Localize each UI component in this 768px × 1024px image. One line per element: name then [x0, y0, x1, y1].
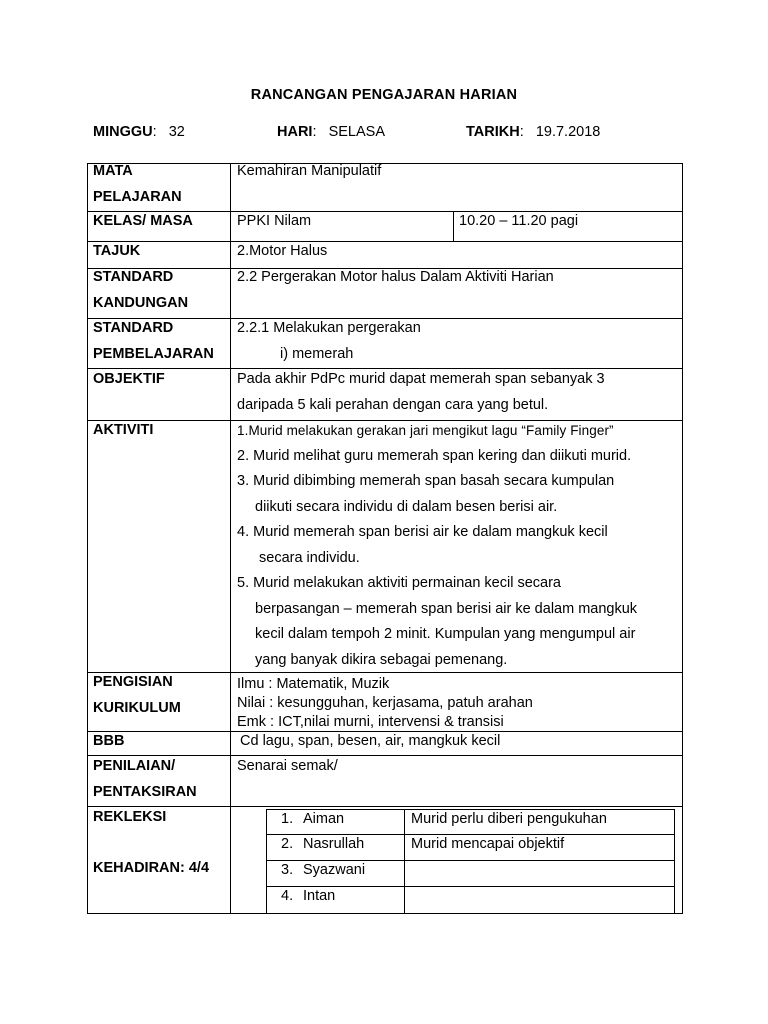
student-name: Intan: [303, 888, 336, 904]
hari-label: HARI: [277, 124, 313, 140]
student-note: Murid perlu diberi pengukuhan: [411, 811, 607, 827]
mata-pelajaran-value: Kemahiran Manipulatif: [237, 163, 382, 179]
student-number: 4.: [281, 888, 294, 904]
page-title: RANCANGAN PENGAJARAN HARIAN: [250, 87, 518, 103]
aktiviti-line: secara individu.: [259, 549, 360, 566]
student-number: 3.: [281, 862, 294, 878]
minggu-label: MINGGU: [93, 124, 153, 140]
tarikh-field: TARIKH: 19.7.2018: [466, 124, 601, 140]
student-note: Murid mencapai objektif: [411, 836, 565, 852]
bbb-label: BBB: [93, 733, 125, 749]
kelas-masa-label: KELAS/ MASA: [93, 213, 193, 229]
aktiviti-line: kecil dalam tempoh 2 minit. Kumpulan yang mengumpul air: [255, 626, 636, 642]
aktiviti-label: AKTIVITI: [93, 422, 154, 438]
standard-kandungan-label: STANDARD KANDUNGAN: [93, 269, 189, 311]
aktiviti-list: [237, 418, 637, 673]
bbb-value: Cd lagu, span, besen, air, mangkuk kecil: [240, 733, 501, 749]
objektif-value: Pada akhir PdPc murid dapat memerah span sebanyak 3 daripada 5 kali perahan dengan cara yang betul.: [237, 371, 605, 413]
aktiviti-line: yang banyak dikira sebagai pemenang.: [255, 651, 508, 668]
minggu-field: MINGGU: 32: [93, 124, 185, 140]
student-number: 1.: [281, 811, 294, 827]
standard-pembelajaran-label: STANDARD PEMBELAJARAN: [93, 320, 214, 362]
pengisian-kurikulum-value: Ilmu : Matematik, Muzik Nilai : kesungguhan, kerjasama, patuh arahan Emk : ICT,nilai murni, intervensi & transisi: [237, 676, 533, 730]
objektif-label: OBJEKTIF: [93, 371, 165, 387]
penilaian-label: PENILAIAN/ PENTAKSIRAN: [93, 758, 197, 800]
pengisian-kurikulum-label: PENGISIAN KURIKULUM: [93, 674, 181, 716]
aktiviti-line: diikuti secara individu di dalam besen berisi air.: [255, 498, 558, 515]
refleksi-label: REKLEKSI: [93, 809, 167, 825]
student-name: Nasrullah: [303, 836, 365, 852]
tajuk-value: 2.Motor Halus: [237, 243, 328, 259]
aktiviti-line: 5. Murid melakukan aktiviti permainan kecil secara: [237, 575, 561, 591]
aktiviti-line: 3. Murid dibimbing memerah span basah secara kumpulan: [237, 473, 615, 489]
masa-value: 10.20 – 11.20 pagi: [459, 213, 579, 229]
penilaian-value: Senarai semak/: [237, 758, 338, 774]
tajuk-label: TAJUK: [93, 243, 141, 259]
standard-kandungan-value: 2.2 Pergerakan Motor halus Dalam Aktiviti Harian: [237, 269, 554, 285]
hari-value: SELASA: [328, 124, 385, 140]
mata-pelajaran-label: MATA PELAJARAN: [93, 163, 182, 205]
aktiviti-line: berpasangan – memerah span berisi air ke dalam mangkuk: [255, 600, 638, 617]
hari-field: HARI: SELASA: [277, 124, 385, 140]
kehadiran-label: KEHADIRAN: 4/4: [93, 860, 210, 876]
aktiviti-line: 1.Murid melakukan gerakan jari mengikut lagu “Family Finger”: [237, 423, 614, 438]
minggu-value: 32: [168, 124, 185, 140]
student-name: Aiman: [303, 811, 345, 827]
tarikh-value: 19.7.2018: [535, 124, 601, 140]
aktiviti-line: 4. Murid memerah span berisi air ke dalam mangkuk kecil: [237, 524, 608, 540]
student-number: 2.: [281, 836, 294, 852]
aktiviti-line: 2. Murid melihat guru memerah span kering dan diikuti murid.: [237, 447, 632, 464]
tarikh-label: TARIKH: [466, 124, 520, 140]
kelas-value: PPKI Nilam: [237, 213, 312, 229]
student-name: Syazwani: [303, 862, 366, 878]
standard-pembelajaran-value: 2.2.1 Melakukan pergerakan i) memerah: [237, 320, 421, 362]
